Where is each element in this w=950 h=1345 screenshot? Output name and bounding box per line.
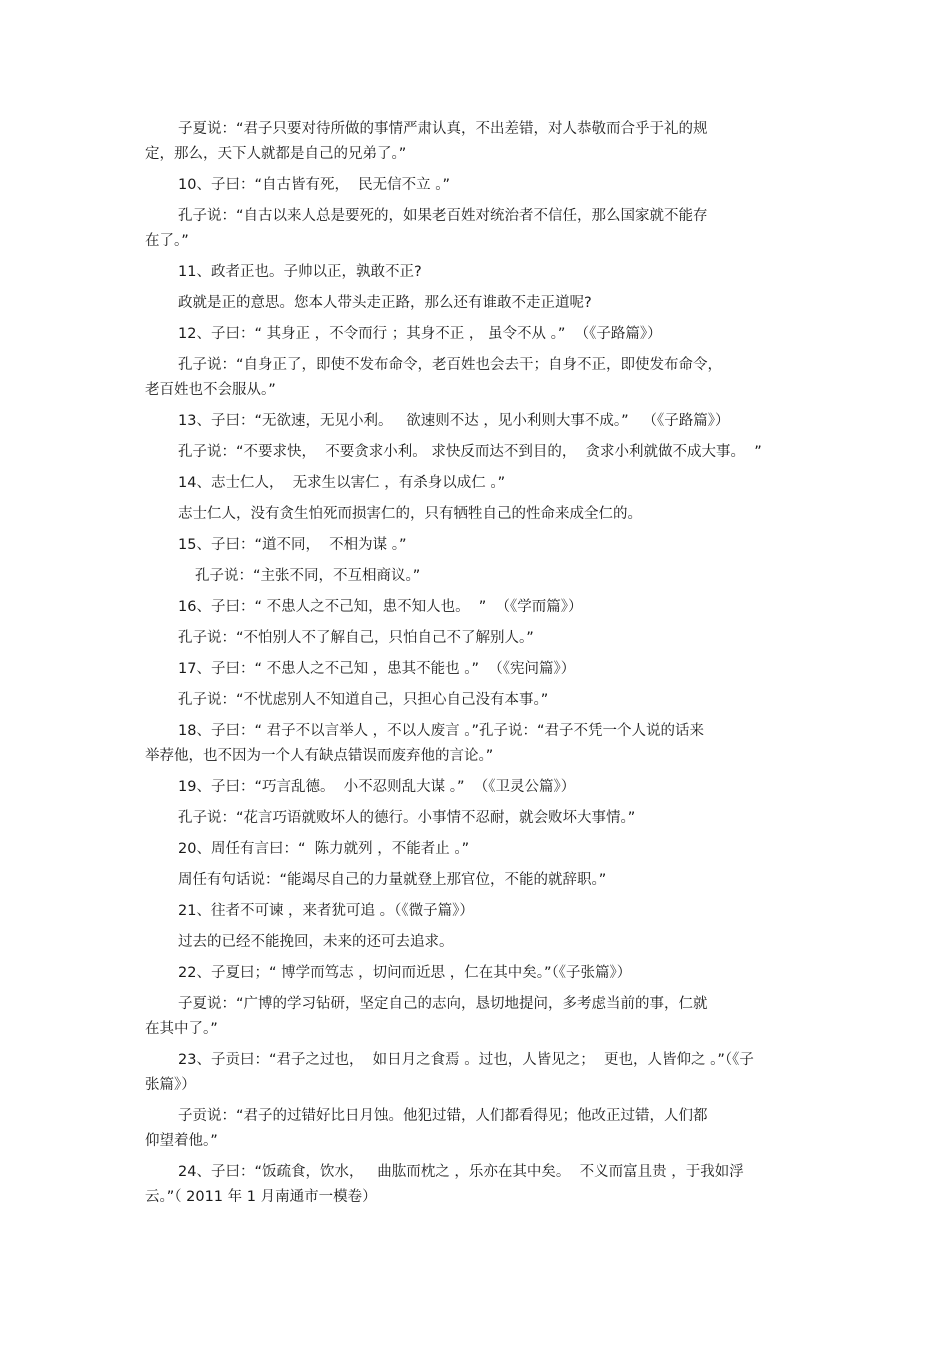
paragraph: 子夏说：“君子只要对待所做的事情严肃认真，不出差错，对人恭敬而合乎于礼的规 定，那么，天下人就都是自己的兄弟了。” [145,121,708,162]
paragraph: 12、子曰：“ 其身正 ，不令而行 ；其身不正 ， 虽令不从 。” （《子路篇》） [178,326,662,342]
paragraph: 14、志士仁人， 无求生以害仁 ，有杀身以成仁 。” [178,475,506,491]
paragraph: 11、政者正也。子帅以正，孰敢不正? [178,264,422,280]
paragraph: 子夏说：“广博的学习钻研，坚定自己的志向，恳切地提问，多考虑当前的事，仁就 在其中了。” [145,996,708,1037]
paragraph: 孔子说：“花言巧语就败坏人的德行。小事情不忍耐，就会败坏大事情。” [178,810,636,826]
paragraph: 20、周任有言曰：“ 陈力就列 ，不能者止 。” [178,841,470,857]
paragraph: 19、子曰：“巧言乱德。 小不忍则乱大谋 。” （《卫灵公篇》） [178,779,576,795]
paragraph: 10、子曰：“自古皆有死， 民无信不立 。” [178,177,451,193]
paragraph: 孔子说：“不忧虑别人不知道自己，只担心自己没有本事。” [178,692,549,708]
paragraph: 政就是正的意思。您本人带头走正路，那么还有谁敢不走正道呢? [178,295,592,311]
paragraph: 周任有句话说：“能竭尽自己的力量就登上那官位，不能的就辞职。” [178,872,607,888]
paragraph: 孔子说：“自古以来人总是要死的，如果老百姓对统治者不信任，那么国家就不能存 在了。” [145,208,708,249]
paragraph: 孔子说：“主张不同，不互相商议。” [195,568,421,584]
paragraph: 孔子说：“不怕别人不了解自己，只怕自己不了解别人。” [178,630,534,646]
paragraph: 23、子贡曰：“君子之过也， 如日月之食焉 。过也，人皆见之； 更也，人皆仰之 。”（《子 张篇》） [145,1052,754,1093]
paragraph: 22、子夏曰；“ 博学而笃志 ，切问而近思 ，仁在其中矣。”（《子张篇》） [178,965,632,981]
paragraph: 21、往者不可谏 ，来者犹可追 。（《微子篇》） [178,903,474,919]
paragraph: 18、子曰：“ 君子不以言举人 ，不以人废言 。”孔子说：“君子不凭一个人说的话来 举荐他，也不因为一个人有缺点错误而废弃他的言论。” [145,723,705,764]
paragraph: 16、子曰：“ 不患人之不己知，患不知人也。 ” （《学而篇》） [178,599,583,615]
paragraph: 孔子说：“不要求快， 不要贪求小利。 求快反而达不到目的， 贪求小利就做不成大事。 ” [178,444,762,460]
paragraph: 24、子曰：“饭疏食，饮水， 曲肱而枕之 ，乐亦在其中矣。 不义而富且贵 ，于我如浮 云。”（ 2011 年 1 月南通市一模卷） [145,1164,744,1205]
paragraph: 子贡说：“君子的过错好比日月蚀。他犯过错，人们都看得见；他改正过错，人们都 仰望着他。” [145,1108,708,1149]
paragraph: 13、子曰：“无欲速，无见小利。 欲速则不达 ，见小利则大事不成。” （《子路篇》） [178,413,730,429]
paragraph: 志士仁人，没有贪生怕死而损害仁的，只有牺牲自己的性命来成全仁的。 [178,506,642,522]
paragraph: 过去的已经不能挽回，未来的还可去追求。 [178,934,454,950]
document-body [145,117,825,1216]
paragraph: 15、子曰：“道不同， 不相为谋 。” [178,537,407,553]
paragraph: 17、子曰：“ 不患人之不己知 ，患其不能也 。” （《宪问篇》） [178,661,576,677]
paragraph: 孔子说：“自身正了，即使不发布命令，老百姓也会去干；自身不正，即使发布命令， 老百姓也不会服从。” [145,357,723,398]
